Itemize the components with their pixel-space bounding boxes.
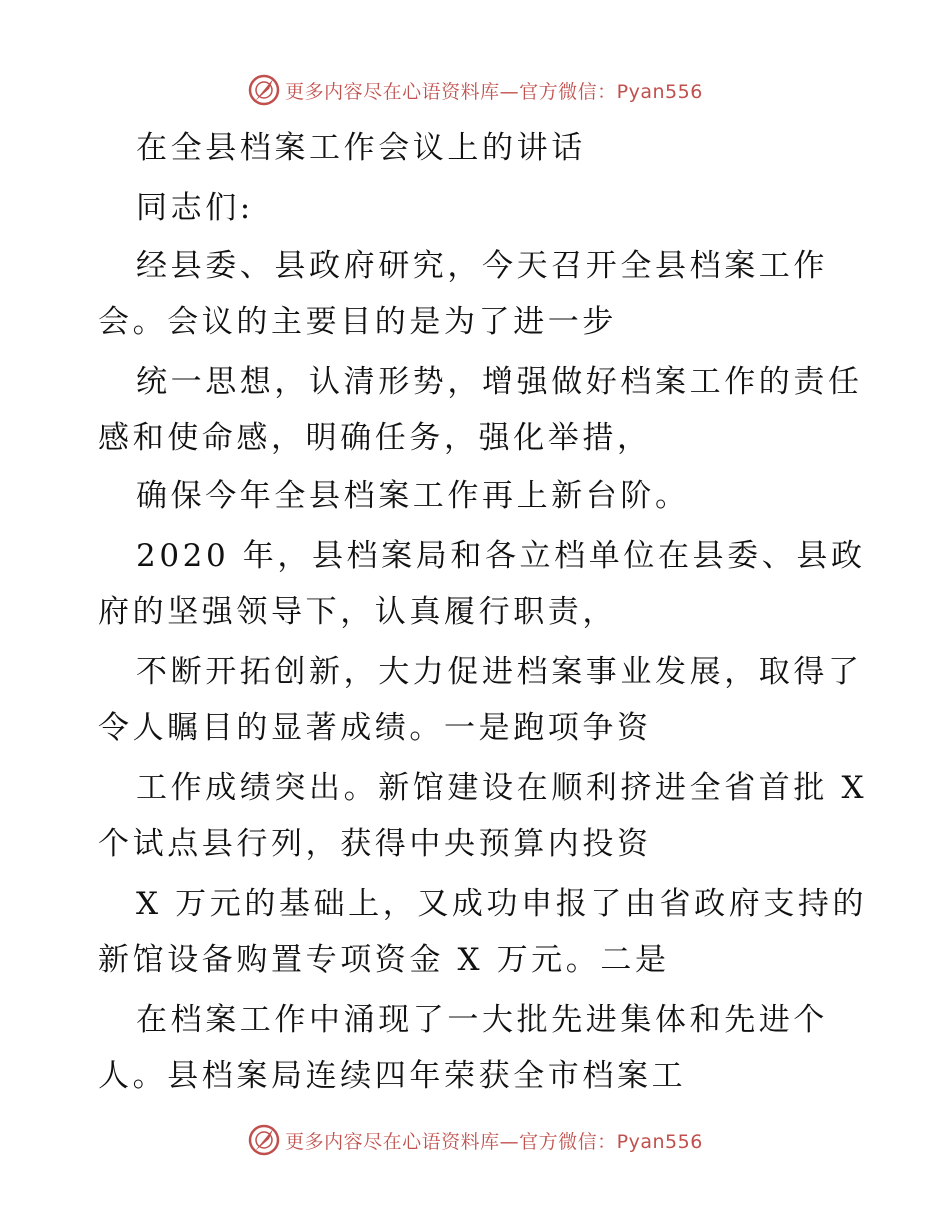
watermark-text: 更多内容尽在心语资料库—官方微信：Pyan556 — [285, 1130, 703, 1153]
watermark-text: 更多内容尽在心语资料库—官方微信：Pyan556 — [285, 80, 703, 103]
text-line: 个试点县行列，获得中央预算内投资 — [98, 826, 652, 862]
text-line: 在档案工作中涌现了一大批先进集体和先进个 — [136, 1002, 828, 1038]
text-line: 工作成绩突出。新馆建设在顺利挤进全省首批 X — [136, 770, 868, 806]
quill-logo-icon — [247, 1123, 281, 1157]
text-line: 确保今年全县档案工作再上新台阶。 — [136, 478, 690, 514]
header-watermark — [0, 70, 950, 110]
salutation: 同志们: — [136, 190, 254, 226]
quill-logo-icon — [247, 73, 281, 107]
text-line: X 万元的基础上，又成功申报了由省政府支持的 — [136, 886, 868, 922]
text-line: 统一思想，认清形势，增强做好档案工作的责任 — [136, 364, 863, 400]
text-line: 2020 年，县档案局和各立档单位在县委、县政 — [136, 538, 866, 574]
footer-watermark — [0, 1120, 950, 1160]
text-line: 不断开拓创新，大力促进档案事业发展，取得了 — [136, 654, 863, 690]
text-line: 经县委、县政府研究，今天召开全县档案工作 — [136, 248, 828, 284]
text-line: 感和使命感，明确任务，强化举措， — [98, 420, 652, 456]
text-line: 新馆设备购置专项资金 X 万元。二是 — [98, 942, 670, 978]
text-line: 会。会议的主要目的是为了进一步 — [98, 304, 617, 340]
document-title: 在全县档案工作会议上的讲话 — [136, 130, 586, 166]
text-line: 人。县档案局连续四年荣获全市档案工 — [98, 1058, 687, 1094]
text-line: 令人瞩目的显著成绩。一是跑项争资 — [98, 710, 652, 746]
text-line: 府的坚强领导下，认真履行职责， — [98, 594, 617, 630]
